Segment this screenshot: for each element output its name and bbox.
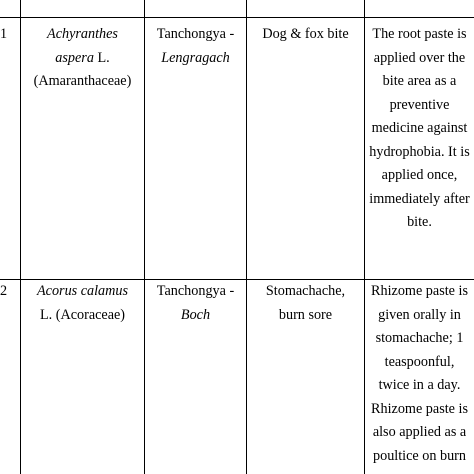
species-family: (Amaranthaceae) (33, 73, 132, 89)
species-authority: L. (97, 49, 110, 66)
local-name-cell (145, 23, 246, 70)
row-number: 1 (0, 26, 8, 42)
usage-line: given orally in (378, 306, 461, 323)
usage-cell (365, 23, 474, 235)
ailment: Dog & fox bite (262, 26, 349, 42)
usage-line: also applied as a (372, 424, 467, 440)
usage-line: applied over the (373, 49, 466, 66)
usage-line: applied once, (381, 167, 458, 183)
ailment: Stomachache, (265, 283, 346, 299)
species-name-cont: aspera (55, 49, 94, 66)
usage-line: immediately after (369, 190, 470, 207)
row-number: 2 (0, 283, 8, 299)
column-divider (144, 0, 145, 474)
species-name: Acorus calamus (36, 283, 129, 299)
usage-line: The root paste is (372, 26, 467, 42)
usage-line: bite. (407, 214, 432, 230)
table-border-top (0, 17, 474, 18)
usage-line: bite area as a (382, 73, 457, 89)
usage-cell (365, 280, 474, 468)
species-name: Achyranthes (47, 26, 118, 42)
species-cell (21, 280, 144, 327)
local-name: Boch (180, 306, 211, 323)
ailment-cont: burn sore (278, 306, 333, 323)
species-authority: L. (Acoraceae) (39, 306, 126, 323)
local-name: Lengragach (161, 49, 230, 66)
ailment-cell (247, 280, 364, 327)
usage-line: Rhizome paste is (371, 283, 468, 299)
local-name-cell (145, 280, 246, 327)
species-cell (21, 23, 144, 94)
usage-line: preventive (389, 96, 450, 113)
usage-line: medicine against (371, 120, 468, 136)
local-tribe: Tanchongya - (156, 26, 235, 42)
usage-line: hydrophobia. It is (369, 143, 470, 160)
usage-line: stomachache; 1 (375, 330, 464, 346)
column-divider (246, 0, 247, 474)
ailment-cell (247, 23, 364, 47)
usage-line: Rhizome paste is (371, 400, 468, 417)
usage-line: twice in a day. (378, 377, 461, 393)
local-tribe: Tanchongya - (156, 283, 235, 299)
usage-line: poultice on burn (373, 447, 466, 464)
usage-line: teaspoonful, (384, 353, 455, 370)
